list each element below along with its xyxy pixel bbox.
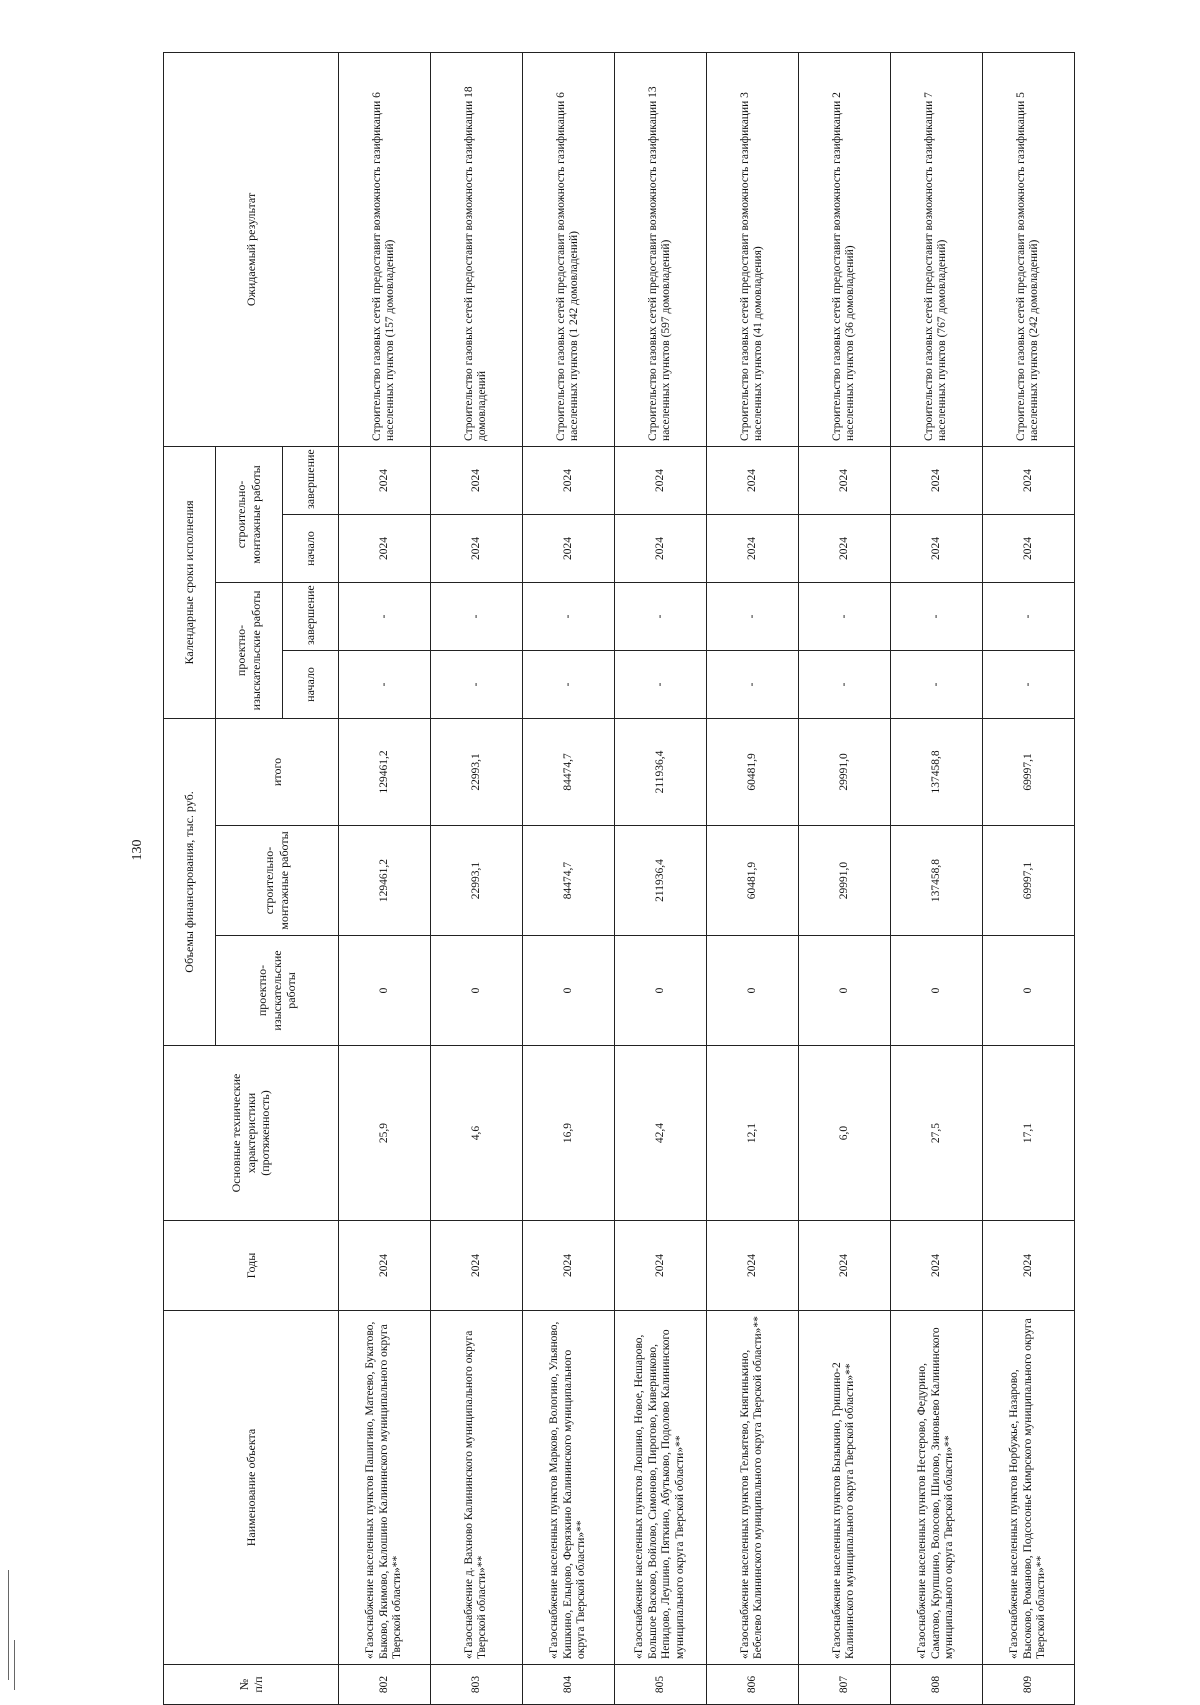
row-design-start: - bbox=[339, 650, 431, 718]
row-num: 805 bbox=[614, 1665, 706, 1705]
header-finance: Объемы финансирования, тыс. руб. bbox=[164, 718, 216, 1045]
row-design-start: - bbox=[890, 650, 982, 718]
row-num: 802 bbox=[339, 1665, 431, 1705]
table-row bbox=[982, 52, 1074, 1704]
header-row-1 bbox=[164, 52, 216, 1704]
row-constr-end: 2024 bbox=[430, 446, 522, 514]
row-years: 2024 bbox=[706, 1221, 798, 1311]
row-num: 809 bbox=[982, 1665, 1074, 1705]
header-design-start: начало bbox=[282, 650, 338, 718]
row-design-end: - bbox=[430, 582, 522, 650]
row-result: Строительство газовых сетей предоставит возможность газификации 18 домовладений bbox=[430, 52, 522, 446]
row-design-start: - bbox=[522, 650, 614, 718]
row-fin-design: 0 bbox=[982, 936, 1074, 1046]
row-constr-end: 2024 bbox=[614, 446, 706, 514]
row-constr-start: 2024 bbox=[430, 514, 522, 582]
header-fin-total: итого bbox=[215, 718, 338, 825]
row-result: Строительство газовых сетей предоставит возможность газификации 6 населенных пунктов (157 домовладений) bbox=[339, 52, 431, 446]
row-design-start: - bbox=[614, 650, 706, 718]
row-num: 807 bbox=[798, 1665, 890, 1705]
rotated-table-wrapper bbox=[163, 53, 1075, 1705]
row-length: 6,0 bbox=[798, 1046, 890, 1221]
row-years: 2024 bbox=[798, 1221, 890, 1311]
table-row bbox=[890, 52, 982, 1704]
row-constr-start: 2024 bbox=[522, 514, 614, 582]
row-years: 2024 bbox=[982, 1221, 1074, 1311]
row-design-end: - bbox=[522, 582, 614, 650]
row-object-name: «Газоснабжение населенных пунктов Люшино, Новое, Нешарово, Большое Васково, Войлово, Симоново, Пирогово, Киверниково, Непидово, Леушино, Пяткино, Абутьково, Подолово Калининского муниципального округа Тверской области»** bbox=[614, 1311, 706, 1665]
row-fin-design: 0 bbox=[890, 936, 982, 1046]
row-fin-construction: 60481,9 bbox=[706, 826, 798, 936]
row-constr-start: 2024 bbox=[614, 514, 706, 582]
row-design-start: - bbox=[982, 650, 1074, 718]
row-fin-total: 84474,7 bbox=[522, 718, 614, 825]
row-fin-design: 0 bbox=[706, 936, 798, 1046]
row-design-start: - bbox=[706, 650, 798, 718]
row-result: Строительство газовых сетей предоставит возможность газификации 3 населенных пунктов (41 домовладения) bbox=[706, 52, 798, 446]
header-fin-construction: строительно-монтажные работы bbox=[215, 826, 338, 936]
header-fin-design: проектно-изыскательские работы bbox=[215, 936, 338, 1046]
scan-mark bbox=[14, 1640, 15, 1690]
row-constr-end: 2024 bbox=[522, 446, 614, 514]
scan-mark bbox=[8, 1570, 9, 1680]
row-constr-start: 2024 bbox=[982, 514, 1074, 582]
row-num: 806 bbox=[706, 1665, 798, 1705]
row-result: Строительство газовых сетей предоставит возможность газификации 5 населенных пунктов (242 домовладений) bbox=[982, 52, 1074, 446]
row-num: 803 bbox=[430, 1665, 522, 1705]
row-length: 25,9 bbox=[339, 1046, 431, 1221]
row-length: 42,4 bbox=[614, 1046, 706, 1221]
row-fin-construction: 211936,4 bbox=[614, 826, 706, 936]
table-row bbox=[706, 52, 798, 1704]
row-fin-total: 137458,8 bbox=[890, 718, 982, 825]
row-fin-design: 0 bbox=[430, 936, 522, 1046]
row-fin-total: 69997,1 bbox=[982, 718, 1074, 825]
row-years: 2024 bbox=[522, 1221, 614, 1311]
row-length: 27,5 bbox=[890, 1046, 982, 1221]
row-num: 808 bbox=[890, 1665, 982, 1705]
row-object-name: «Газоснабжение населенных пунктов Марково, Вологино, Ульяново, Кишкино, Ельцово, Ферязкино Калининского муниципального округа Тверской области»** bbox=[522, 1311, 614, 1665]
row-constr-end: 2024 bbox=[706, 446, 798, 514]
header-name: Наименование объекта bbox=[164, 1311, 339, 1665]
row-fin-total: 60481,9 bbox=[706, 718, 798, 825]
row-object-name: «Газоснабжение населенных пунктов Нестерово, Федурино, Саматово, Крупшино, Волосово, Шилово, Зиновьево Калининского муниципального округа Тверской области»** bbox=[890, 1311, 982, 1665]
header-num: № п/п bbox=[164, 1665, 339, 1705]
row-constr-end: 2024 bbox=[798, 446, 890, 514]
row-constr-start: 2024 bbox=[890, 514, 982, 582]
row-design-start: - bbox=[430, 650, 522, 718]
header-tech: Основные технические характеристики (протяженность) bbox=[164, 1046, 339, 1221]
row-constr-start: 2024 bbox=[339, 514, 431, 582]
row-design-end: - bbox=[890, 582, 982, 650]
row-fin-total: 211936,4 bbox=[614, 718, 706, 825]
row-object-name: «Газоснабжение д. Вахново Калининского муниципального округа Тверской области»** bbox=[430, 1311, 522, 1665]
row-constr-end: 2024 bbox=[982, 446, 1074, 514]
row-object-name: «Газоснабжение населенных пунктов Норбужье, Назарово, Высоково, Романово, Подсосонье Кимрского муниципального округа Тверской области»** bbox=[982, 1311, 1074, 1665]
table-row bbox=[430, 52, 522, 1704]
row-constr-end: 2024 bbox=[339, 446, 431, 514]
row-years: 2024 bbox=[614, 1221, 706, 1311]
row-fin-construction: 129461,2 bbox=[339, 826, 431, 936]
header-cal-design: проектно-изыскательские работы bbox=[215, 582, 282, 718]
row-fin-total: 22993,1 bbox=[430, 718, 522, 825]
row-years: 2024 bbox=[890, 1221, 982, 1311]
header-years: Годы bbox=[164, 1221, 339, 1311]
row-design-end: - bbox=[798, 582, 890, 650]
row-design-end: - bbox=[706, 582, 798, 650]
row-num: 804 bbox=[522, 1665, 614, 1705]
page-number: 130 bbox=[130, 839, 145, 861]
row-fin-design: 0 bbox=[798, 936, 890, 1046]
header-cal-construction: строительно-монтажные работы bbox=[215, 446, 282, 582]
header-design-end: завершение bbox=[282, 582, 338, 650]
row-result: Строительство газовых сетей предоставит возможность газификации 13 населенных пунктов (597 домовладений) bbox=[614, 52, 706, 446]
row-years: 2024 bbox=[430, 1221, 522, 1311]
row-result: Строительство газовых сетей предоставит возможность газификации 2 населенных пунктов (36 домовладений) bbox=[798, 52, 890, 446]
row-object-name: «Газоснабжение населенных пунктов Тельятево, Княгинькино, Бебелево Калининского муниципального округа Тверской области»** bbox=[706, 1311, 798, 1665]
row-length: 17,1 bbox=[982, 1046, 1074, 1221]
row-fin-construction: 22993,1 bbox=[430, 826, 522, 936]
row-fin-construction: 69997,1 bbox=[982, 826, 1074, 936]
table-row bbox=[522, 52, 614, 1704]
gasification-table bbox=[163, 52, 1075, 1705]
row-fin-design: 0 bbox=[522, 936, 614, 1046]
row-fin-construction: 29991,0 bbox=[798, 826, 890, 936]
row-result: Строительство газовых сетей предоставит возможность газификации 7 населенных пунктов (767 домовладений) bbox=[890, 52, 982, 446]
row-length: 4,6 bbox=[430, 1046, 522, 1221]
row-constr-end: 2024 bbox=[890, 446, 982, 514]
row-constr-start: 2024 bbox=[706, 514, 798, 582]
header-result: Ожидаемый результат bbox=[164, 52, 339, 446]
header-constr-end: завершение bbox=[282, 446, 338, 514]
row-fin-total: 29991,0 bbox=[798, 718, 890, 825]
row-object-name: «Газоснабжение населенных пунктов Бызыкино, Гришино-2 Калининского муниципального округа Тверской области»** bbox=[798, 1311, 890, 1665]
row-design-end: - bbox=[339, 582, 431, 650]
row-fin-construction: 84474,7 bbox=[522, 826, 614, 936]
row-length: 16,9 bbox=[522, 1046, 614, 1221]
row-fin-total: 129461,2 bbox=[339, 718, 431, 825]
row-fin-construction: 137458,8 bbox=[890, 826, 982, 936]
row-design-start: - bbox=[798, 650, 890, 718]
row-design-end: - bbox=[614, 582, 706, 650]
table-row bbox=[798, 52, 890, 1704]
header-constr-start: начало bbox=[282, 514, 338, 582]
row-years: 2024 bbox=[339, 1221, 431, 1311]
row-constr-start: 2024 bbox=[798, 514, 890, 582]
row-length: 12,1 bbox=[706, 1046, 798, 1221]
row-result: Строительство газовых сетей предоставит возможность газификации 6 населенных пунктов (1 242 домовладений) bbox=[522, 52, 614, 446]
row-design-end: - bbox=[982, 582, 1074, 650]
table-row bbox=[614, 52, 706, 1704]
row-fin-design: 0 bbox=[339, 936, 431, 1046]
header-calendar: Календарные сроки исполнения bbox=[164, 446, 216, 718]
table-row bbox=[339, 52, 431, 1704]
row-fin-design: 0 bbox=[614, 936, 706, 1046]
row-object-name: «Газоснабжение населенных пунктов Пашигино, Матеево, Букатово, Быково, Якимово, Калошино Калининского муниципального округа Тверской области»** bbox=[339, 1311, 431, 1665]
